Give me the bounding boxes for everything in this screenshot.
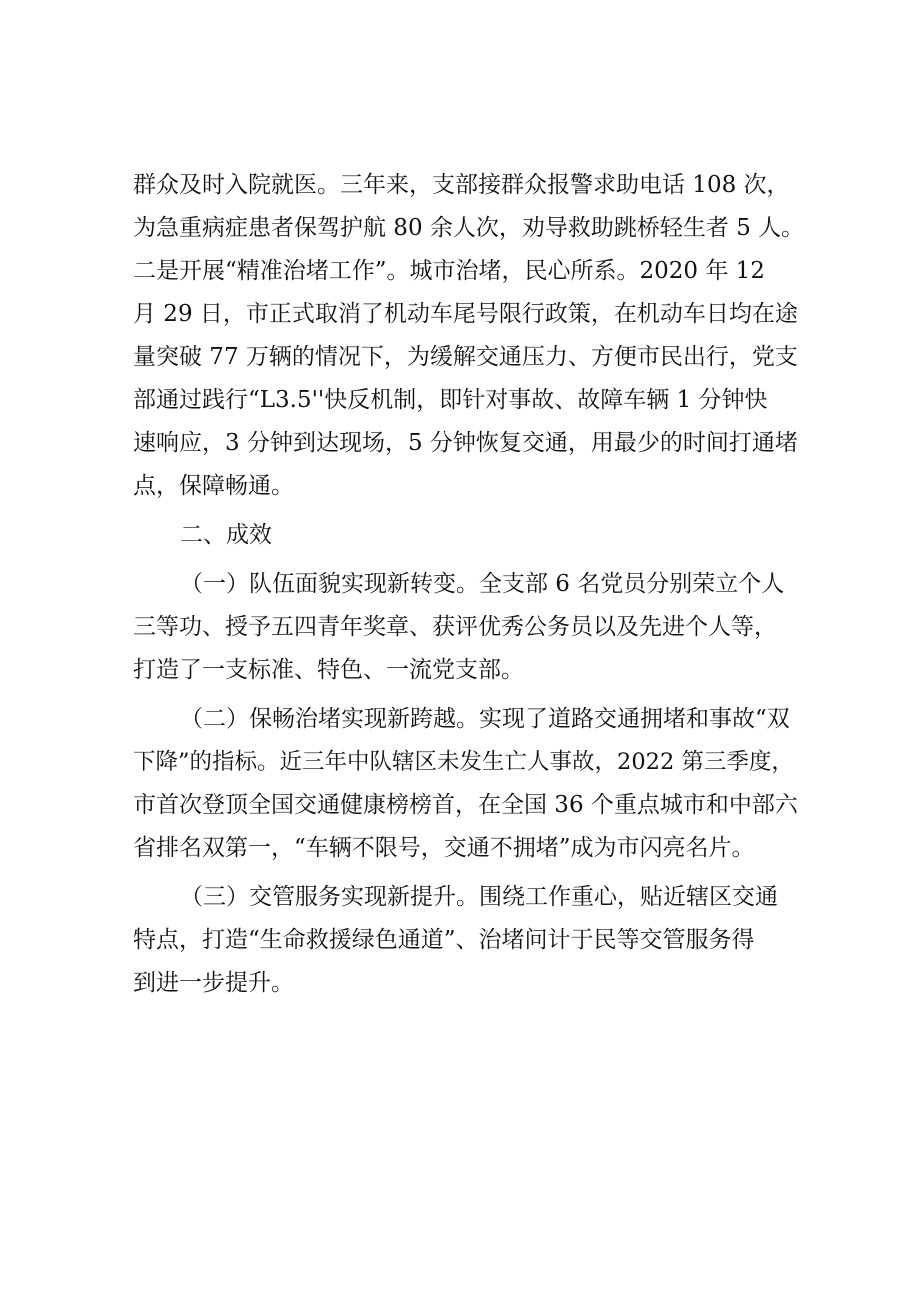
text-line: 点，保障畅通。	[133, 473, 294, 499]
text-line: 省排名双第一，“车辆不限号，交通不拥堵”成为市闪亮名片。	[133, 835, 755, 861]
text-line: 到进一步提升。	[133, 970, 294, 996]
text-line: 下降”的指标。近三年中队辖区未发生亡人事故，2022 第三季度，	[133, 749, 794, 775]
text-line: （二）保畅治堵实现新跨越。实现了道路交通拥堵和事故“双	[180, 706, 790, 732]
text-line: 月 29 日，市正式取消了机动车尾号限行政策，在机动车日均在途	[133, 301, 798, 327]
text-line: 三等功、授予五四青年奖章、获评优秀公务员以及先进个人等，	[133, 614, 777, 640]
text-line: 打造了一支标准、特色、一流党支部。	[133, 657, 524, 683]
text-line: 二是开展“精准治堵工作”。城市治堵，民心所系。2020 年 12	[133, 258, 765, 284]
text-line: （三）交管服务实现新提升。围绕工作重心，贴近辖区交通	[180, 884, 778, 910]
text-line: 特点，打造“生命救援绿色通道”、治堵问计于民等交管服务得	[133, 927, 755, 953]
text-line: 市首次登顶全国交通健康榜榜首，在全国 36 个重点城市和中部六	[133, 792, 798, 818]
text-line: 为急重病症患者保驾护航 80 余人次，劝导救助跳桥轻生者 5 人。	[133, 215, 805, 241]
text-line: 量突破 77 万辆的情况下，为缓解交通压力、方便市民出行，党支	[133, 344, 798, 370]
text-line: 群众及时入院就医。三年来，支部接群众报警求助电话 108 次，	[133, 172, 790, 198]
section-heading: 二、成效	[180, 522, 272, 548]
text-line: 部通过践行“L3.5''快反机制，即针对事故、故障车辆 1 分钟快	[133, 387, 768, 413]
text-line: 速响应，3 分钟到达现场，5 分钟恢复交通，用最少的时间打通堵	[133, 430, 798, 456]
text-line: （一）队伍面貌实现新转变。全支部 6 名党员分别荣立个人	[180, 571, 785, 597]
